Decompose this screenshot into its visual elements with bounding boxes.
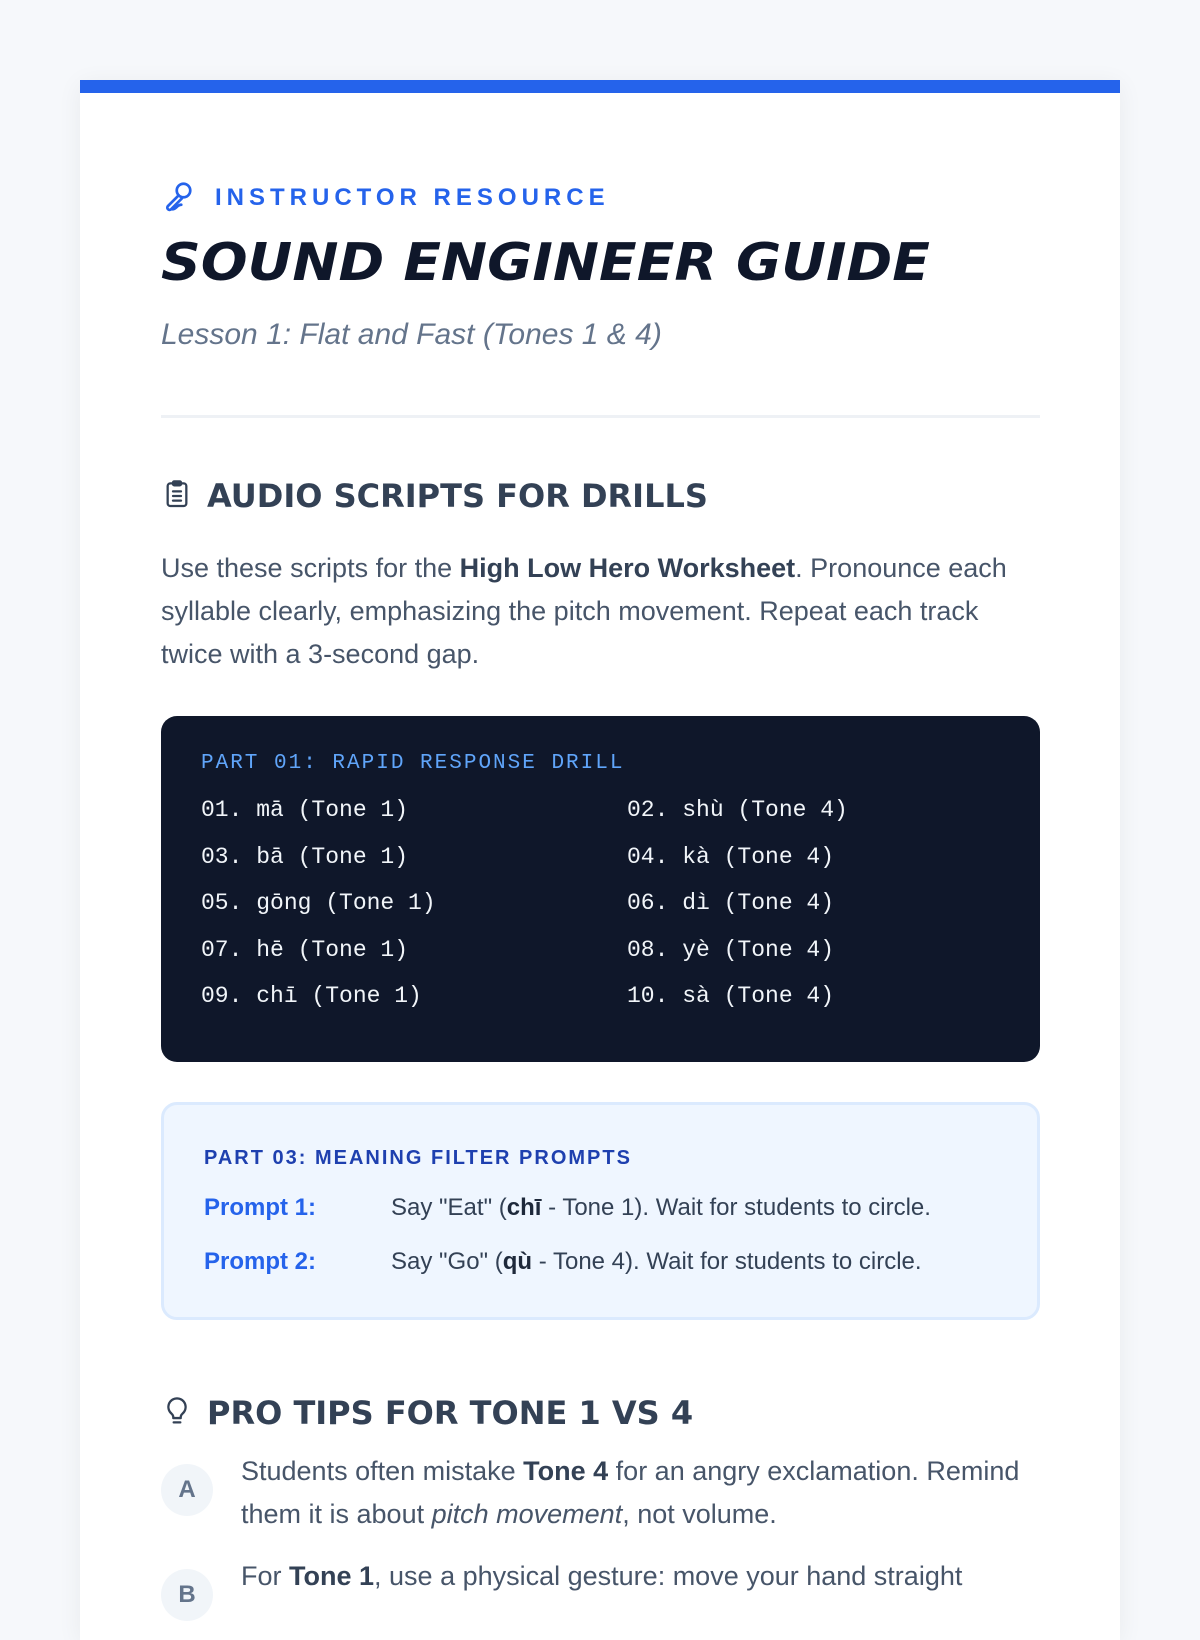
drill-list [201, 794, 1000, 1013]
tips-section-header [161, 1394, 693, 1432]
drill-item: 03. bā (Tone 1) [201, 843, 409, 870]
meaning-filter-prompts [161, 1102, 1040, 1320]
prompt-row [204, 1248, 922, 1276]
prompt-row [204, 1194, 931, 1222]
tip-text: Students often mistake Tone 4 for an angry exclamation. Remind them it is about pitch movement, not volume. [241, 1456, 1020, 1529]
drill-script-block [161, 716, 1040, 1062]
clipboard-icon [161, 478, 193, 515]
drill-label: PART 01: RAPID RESPONSE DRILL [201, 752, 625, 775]
drill-item: 05. gōng (Tone 1) [201, 890, 436, 916]
drill-item: 10. sà (Tone 4) [627, 983, 835, 1009]
page-subtitle: Lesson 1: Flat and Fast (Tones 1 & 4) [161, 318, 662, 351]
scripts-section-header [161, 477, 708, 515]
tip-text: For Tone 1, use a physical gesture: move your hand straight [241, 1561, 963, 1591]
eyebrow-label: INSTRUCTOR RESOURCE [215, 183, 610, 211]
worksheet-name: High Low Hero Worksheet [459, 553, 796, 583]
guide-card [80, 80, 1120, 1640]
prompt-text: Say "Eat" (chī - Tone 1). Wait for students to circle. [391, 1194, 931, 1221]
prompt-key: Prompt 2: [204, 1248, 317, 1275]
tips-section-title: PRO TIPS FOR TONE 1 VS 4 [207, 1394, 694, 1432]
drill-item: 06. dì (Tone 4) [627, 890, 835, 916]
intro-text-start: Use these scripts for the [161, 553, 460, 583]
prompt-text: Say "Go" (qù - Tone 4). Wait for students to circle. [391, 1248, 922, 1275]
page-title: SOUND ENGINEER GUIDE [161, 233, 930, 293]
scripts-section-title: AUDIO SCRIPTS FOR DRILLS [207, 477, 708, 515]
drill-item: 09. chī (Tone 1) [201, 983, 422, 1009]
lightbulb-icon [161, 1395, 193, 1432]
drill-item: 04. kà (Tone 4) [627, 843, 835, 870]
scripts-intro [161, 547, 1040, 676]
intro-text-end: . Pronounce each syllable clearly, emphasizing the pitch movement. Repeat each track twice with a 3-second gap. [161, 553, 1007, 669]
tip-item [161, 1450, 1040, 1536]
drill-item: 01. mā (Tone 1) [201, 797, 409, 823]
drill-item: 07. hē (Tone 1) [201, 936, 409, 963]
drill-item: 08. yè (Tone 4) [627, 936, 835, 963]
divider [161, 415, 1040, 418]
tip-badge: A [161, 1464, 213, 1516]
microphone-icon [161, 177, 197, 218]
tip-badge: B [161, 1569, 213, 1621]
prompt-key: Prompt 1: [204, 1194, 317, 1221]
eyebrow [161, 177, 610, 218]
tip-item [161, 1555, 1040, 1621]
drill-item: 02. shù (Tone 4) [627, 797, 848, 823]
prompts-label: PART 03: MEANING FILTER PROMPTS [204, 1147, 632, 1169]
